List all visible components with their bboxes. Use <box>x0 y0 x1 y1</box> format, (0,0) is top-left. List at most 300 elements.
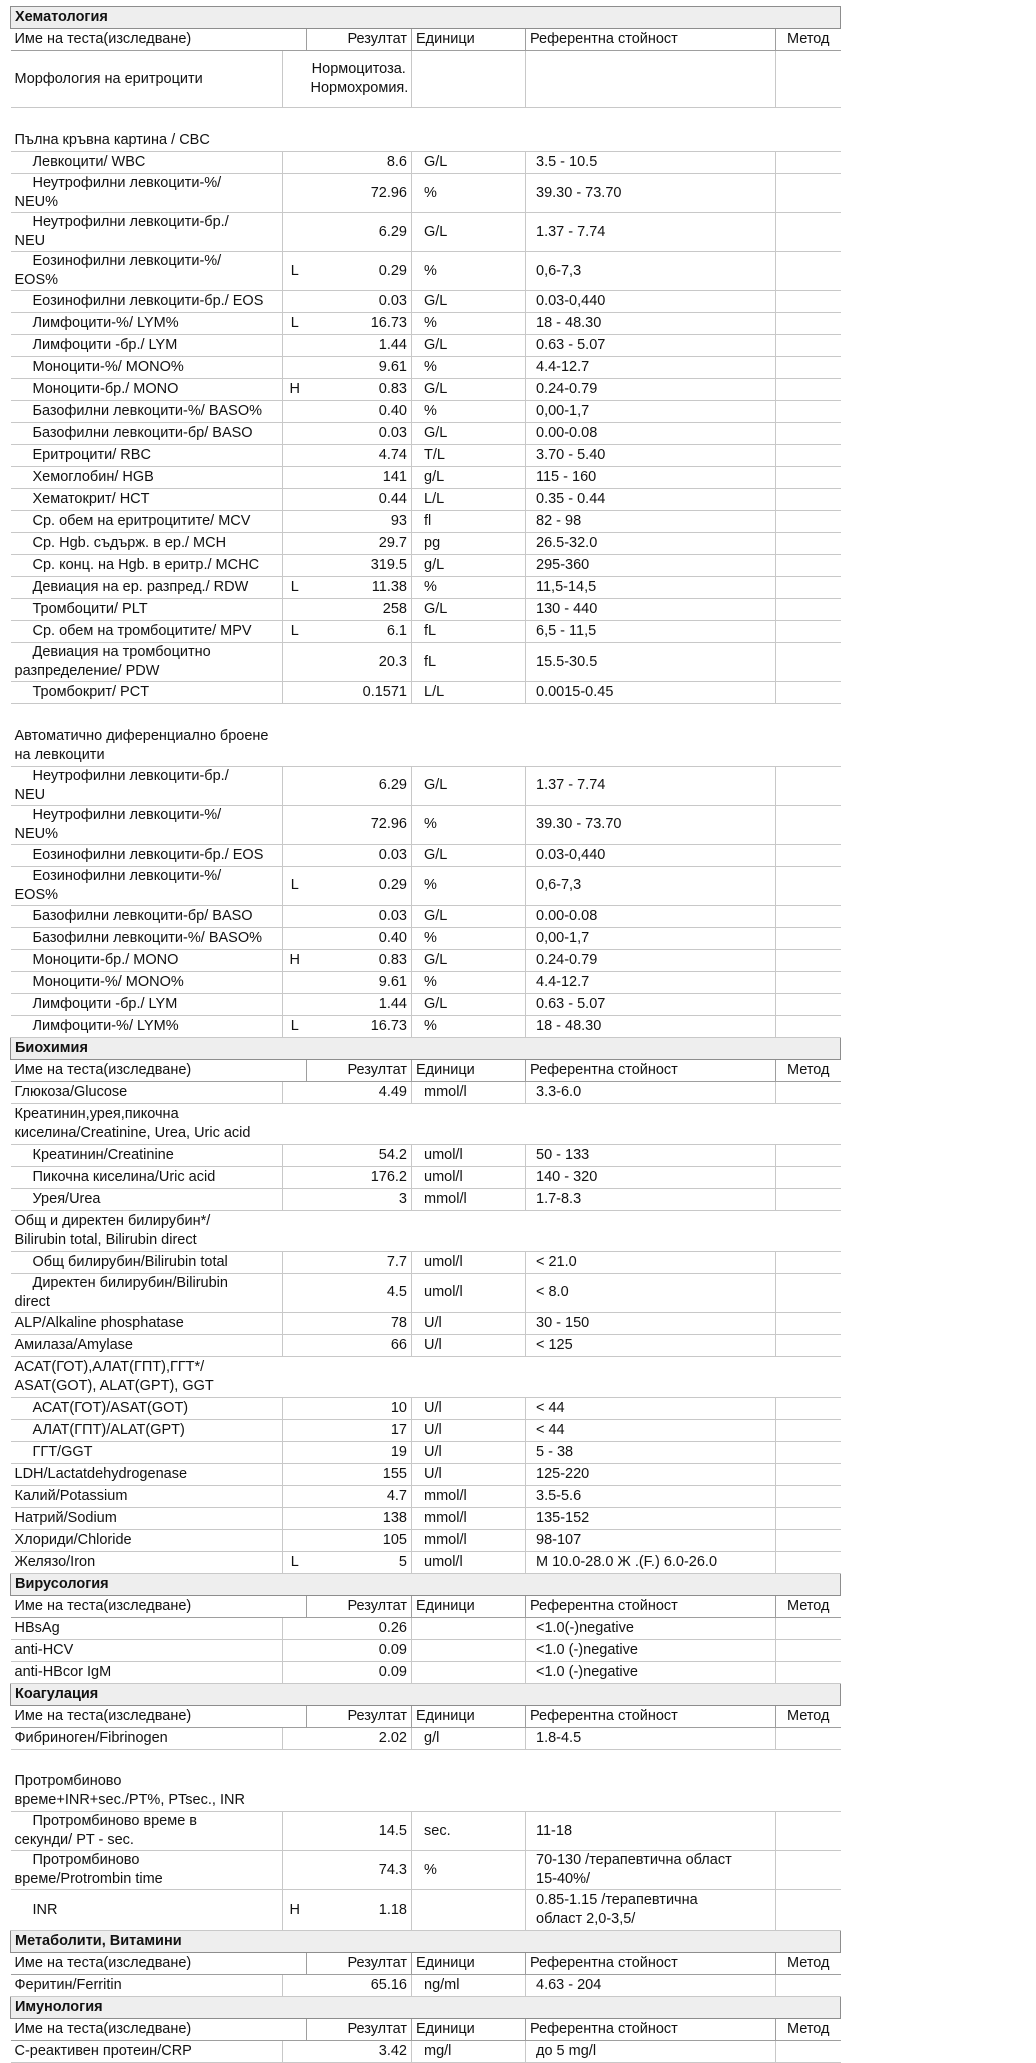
result-row <box>11 993 841 1015</box>
reference-range: < 8.0 <box>526 1273 776 1312</box>
result-row <box>11 905 841 927</box>
test-name: Еозинофилни левкоцити-бр./ EOS <box>11 844 283 866</box>
result-unit: G/L <box>412 844 526 866</box>
test-name: Тромбоцити/ PLT <box>11 599 283 621</box>
result-row <box>11 1617 841 1639</box>
result-unit: U/l <box>412 1397 526 1419</box>
reference-range: 50 - 133 <box>526 1144 776 1166</box>
reference-range: до 5 mg/l <box>526 2041 776 2063</box>
group-title: АСАТ(ГОТ),АЛАТ(ГПТ),ГГТ*/ ASAT(GOT), ALAT(GPT), GGT <box>11 1356 841 1397</box>
result-value: 141 <box>307 467 412 489</box>
result-value: 0.03 <box>307 291 412 313</box>
method-cell <box>776 1529 841 1551</box>
reference-range: 0.0015-0.45 <box>526 682 776 704</box>
result-unit <box>412 51 526 108</box>
result-unit: G/L <box>412 152 526 174</box>
result-unit: G/L <box>412 335 526 357</box>
column-header-row <box>11 1059 841 1081</box>
result-value: 9.61 <box>307 971 412 993</box>
result-unit: umol/l <box>412 1166 526 1188</box>
test-name: ALP/Alkaline phosphatase <box>11 1312 283 1334</box>
reference-range: 1.8-4.5 <box>526 1727 776 1749</box>
section-title: Метаболити, Витамини <box>11 1931 841 1953</box>
result-row <box>11 866 841 905</box>
method-cell <box>776 1639 841 1661</box>
result-flag <box>283 1617 307 1639</box>
result-unit: % <box>412 805 526 844</box>
result-row <box>11 1166 841 1188</box>
header-test-name: Име на теста(изследване) <box>11 2019 307 2041</box>
result-flag: L <box>283 577 307 599</box>
result-unit: umol/l <box>412 1551 526 1573</box>
result-row <box>11 213 841 252</box>
header-reference: Референтна стойност <box>526 1595 776 1617</box>
result-unit: U/l <box>412 1463 526 1485</box>
group-title-row <box>11 1771 841 1812</box>
result-unit: g/L <box>412 467 526 489</box>
column-header-row <box>11 1595 841 1617</box>
header-result: Резултат <box>307 1705 412 1727</box>
result-flag <box>283 1812 307 1851</box>
result-value: 0.1571 <box>307 682 412 704</box>
reference-range: 0.24-0.79 <box>526 379 776 401</box>
result-row <box>11 511 841 533</box>
result-value: 14.5 <box>307 1812 412 1851</box>
test-name: Протромбиново време/Protrombin time <box>11 1851 283 1890</box>
reference-range: 0.63 - 5.07 <box>526 993 776 1015</box>
test-name: Лимфоцити -бр./ LYM <box>11 993 283 1015</box>
test-name: АЛАТ(ГПТ)/ALAT(GPT) <box>11 1419 283 1441</box>
result-value: 0.26 <box>307 1617 412 1639</box>
result-flag <box>283 213 307 252</box>
result-flag <box>283 1081 307 1103</box>
result-row <box>11 1463 841 1485</box>
result-flag: L <box>283 252 307 291</box>
result-row <box>11 927 841 949</box>
test-name: Желязо/Iron <box>11 1551 283 1573</box>
test-name: Ср. обем на тромбоцитите/ MPV <box>11 621 283 643</box>
section-title-row <box>11 7 841 29</box>
result-flag <box>283 555 307 577</box>
reference-range: <1.0 (-)negative <box>526 1661 776 1683</box>
test-name: Калий/Potassium <box>11 1485 283 1507</box>
result-flag <box>283 2041 307 2063</box>
test-name: Фибриноген/Fibrinogen <box>11 1727 283 1749</box>
test-name: Еозинофилни левкоцити-%/ EOS% <box>11 866 283 905</box>
spacer-cell <box>11 1749 841 1771</box>
header-method: Метод <box>776 29 841 51</box>
method-cell <box>776 1485 841 1507</box>
test-name: Протромбиново време в секунди/ PT - sec. <box>11 1812 283 1851</box>
test-name: HBsAg <box>11 1617 283 1639</box>
result-flag <box>283 511 307 533</box>
result-row <box>11 643 841 682</box>
result-row <box>11 1975 841 1997</box>
header-units: Единици <box>412 1059 526 1081</box>
reference-range: 18 - 48.30 <box>526 313 776 335</box>
method-cell <box>776 401 841 423</box>
result-unit: umol/l <box>412 1251 526 1273</box>
result-unit: umol/l <box>412 1273 526 1312</box>
result-value: 7.7 <box>307 1251 412 1273</box>
result-value: 0.44 <box>307 489 412 511</box>
result-unit: G/L <box>412 423 526 445</box>
result-value: 10 <box>307 1397 412 1419</box>
result-flag <box>283 1334 307 1356</box>
header-units: Единици <box>412 2019 526 2041</box>
result-flag <box>283 1166 307 1188</box>
result-row <box>11 1273 841 1312</box>
result-flag: L <box>283 866 307 905</box>
result-flag <box>283 335 307 357</box>
result-flag: L <box>283 621 307 643</box>
group-title: Автоматично диференциално броене на левкоцити <box>11 726 841 767</box>
result-row <box>11 1727 841 1749</box>
test-name: INR <box>11 1890 283 1931</box>
test-name: Базофилни левкоцити-бр/ BASO <box>11 423 283 445</box>
method-cell <box>776 423 841 445</box>
header-result: Резултат <box>307 2019 412 2041</box>
reference-range: 3.5 - 10.5 <box>526 152 776 174</box>
method-cell <box>776 489 841 511</box>
reference-range <box>526 51 776 108</box>
test-name: Тромбокрит/ PCT <box>11 682 283 704</box>
reference-range: 295-360 <box>526 555 776 577</box>
result-row <box>11 971 841 993</box>
test-name: Еозинофилни левкоцити-%/ EOS% <box>11 252 283 291</box>
test-name: Урея/Urea <box>11 1188 283 1210</box>
spacer-cell <box>11 704 841 726</box>
result-flag <box>283 467 307 489</box>
result-flag <box>283 643 307 682</box>
reference-range: 0.35 - 0.44 <box>526 489 776 511</box>
result-value: 19 <box>307 1441 412 1463</box>
result-flag: L <box>283 1551 307 1573</box>
reference-range: 125-220 <box>526 1463 776 1485</box>
test-name: Морфология на еритроцити <box>11 51 283 108</box>
reference-range: 6,5 - 11,5 <box>526 621 776 643</box>
method-cell <box>776 1727 841 1749</box>
reference-range: 0.03-0,440 <box>526 844 776 866</box>
result-unit <box>412 1661 526 1683</box>
result-row <box>11 949 841 971</box>
result-row <box>11 1890 841 1931</box>
method-cell <box>776 1397 841 1419</box>
result-row <box>11 577 841 599</box>
reference-range: <1.0(-)negative <box>526 1617 776 1639</box>
result-unit: mmol/l <box>412 1485 526 1507</box>
test-name: Еозинофилни левкоцити-бр./ EOS <box>11 291 283 313</box>
result-unit: % <box>412 1851 526 1890</box>
result-value: 9.61 <box>307 357 412 379</box>
result-value: 0.03 <box>307 423 412 445</box>
test-name: Еритроцити/ RBC <box>11 445 283 467</box>
test-name: С-реактивен протеин/CRP <box>11 2041 283 2063</box>
method-cell <box>776 1890 841 1931</box>
result-row <box>11 1251 841 1273</box>
result-unit: % <box>412 357 526 379</box>
method-cell <box>776 555 841 577</box>
header-result: Резултат <box>307 1595 412 1617</box>
result-unit: g/L <box>412 555 526 577</box>
test-name: ГГТ/GGT <box>11 1441 283 1463</box>
result-value: 0.29 <box>307 252 412 291</box>
reference-range: 0.00-0.08 <box>526 905 776 927</box>
result-unit: g/l <box>412 1727 526 1749</box>
reference-range: <1.0 (-)negative <box>526 1639 776 1661</box>
test-name: АСАТ(ГОТ)/ASAT(GOT) <box>11 1397 283 1419</box>
reference-range: 70-130 /терапевтична област 15-40%/ <box>526 1851 776 1890</box>
result-row <box>11 174 841 213</box>
header-result: Резултат <box>307 29 412 51</box>
header-test-name: Име на теста(изследване) <box>11 29 307 51</box>
result-flag <box>283 51 307 108</box>
header-reference: Референтна стойност <box>526 1705 776 1727</box>
result-value: 72.96 <box>307 174 412 213</box>
reference-range: 98-107 <box>526 1529 776 1551</box>
result-value: 78 <box>307 1312 412 1334</box>
header-test-name: Име на теста(изследване) <box>11 1953 307 1975</box>
spacer-row <box>11 1749 841 1771</box>
result-flag <box>283 1661 307 1683</box>
result-row <box>11 805 841 844</box>
result-unit: U/l <box>412 1312 526 1334</box>
result-unit: U/l <box>412 1441 526 1463</box>
reference-range: 26.5-32.0 <box>526 533 776 555</box>
header-method: Метод <box>776 1595 841 1617</box>
section-title: Хематология <box>11 7 841 29</box>
result-flag <box>283 766 307 805</box>
result-value: 6.29 <box>307 213 412 252</box>
method-cell <box>776 1312 841 1334</box>
section-title: Вирусология <box>11 1573 841 1595</box>
reference-range: 11-18 <box>526 1812 776 1851</box>
test-name: Лимфоцити-%/ LYM% <box>11 313 283 335</box>
test-name: Моноцити-%/ MONO% <box>11 357 283 379</box>
group-title-row <box>11 1210 841 1251</box>
method-cell <box>776 313 841 335</box>
reference-range: 3.70 - 5.40 <box>526 445 776 467</box>
method-cell <box>776 1975 841 1997</box>
result-flag <box>283 844 307 866</box>
result-unit: % <box>412 313 526 335</box>
header-reference: Референтна стойност <box>526 29 776 51</box>
method-cell <box>776 866 841 905</box>
test-name: Ср. конц. на Hgb. в еритр./ MCHC <box>11 555 283 577</box>
reference-range: 30 - 150 <box>526 1312 776 1334</box>
section-title-row <box>11 1931 841 1953</box>
result-value: 65.16 <box>307 1975 412 1997</box>
header-result: Резултат <box>307 1953 412 1975</box>
reference-range: 1.7-8.3 <box>526 1188 776 1210</box>
result-unit: % <box>412 577 526 599</box>
test-name: Моноцити-бр./ MONO <box>11 949 283 971</box>
spacer-row <box>11 704 841 726</box>
test-name: Натрий/Sodium <box>11 1507 283 1529</box>
method-cell <box>776 621 841 643</box>
result-row <box>11 1334 841 1356</box>
result-row <box>11 467 841 489</box>
result-value: 0.03 <box>307 844 412 866</box>
result-flag <box>283 1529 307 1551</box>
method-cell <box>776 291 841 313</box>
method-cell <box>776 844 841 866</box>
result-flag <box>283 927 307 949</box>
method-cell <box>776 1166 841 1188</box>
reference-range: 1.37 - 7.74 <box>526 213 776 252</box>
result-unit: L/L <box>412 489 526 511</box>
header-units: Единици <box>412 1595 526 1617</box>
result-flag <box>283 533 307 555</box>
section-title-row <box>11 1997 841 2019</box>
result-row <box>11 1312 841 1334</box>
reference-range: 39.30 - 73.70 <box>526 174 776 213</box>
result-value: 72.96 <box>307 805 412 844</box>
test-name: Пикочна киселина/Uric acid <box>11 1166 283 1188</box>
spacer-row <box>11 108 841 130</box>
result-unit: U/l <box>412 1334 526 1356</box>
result-unit: mmol/l <box>412 1507 526 1529</box>
method-cell <box>776 1251 841 1273</box>
test-name: Феритин/Ferritin <box>11 1975 283 1997</box>
group-title: Пълна кръвна картина / CBC <box>11 130 841 152</box>
test-name: Ср. обем на еритроцитите/ MCV <box>11 511 283 533</box>
result-value: 5 <box>307 1551 412 1573</box>
reference-range: 3.3-6.0 <box>526 1081 776 1103</box>
reference-range: 5 - 38 <box>526 1441 776 1463</box>
reference-range: 39.30 - 73.70 <box>526 805 776 844</box>
test-name: Левкоцити/ WBC <box>11 152 283 174</box>
result-unit: % <box>412 927 526 949</box>
result-row <box>11 1551 841 1573</box>
result-value: 4.74 <box>307 445 412 467</box>
test-name: Девиация на тромбоцитно разпределение/ PDW <box>11 643 283 682</box>
result-flag <box>283 489 307 511</box>
result-unit <box>412 1890 526 1931</box>
group-title-row <box>11 726 841 767</box>
method-cell <box>776 971 841 993</box>
lab-results-report <box>10 6 840 2063</box>
result-value: 319.5 <box>307 555 412 577</box>
spacer-cell <box>11 108 841 130</box>
method-cell <box>776 1551 841 1573</box>
results-table <box>10 6 841 2063</box>
reference-range: М 10.0-28.0 Ж .(F.) 6.0-26.0 <box>526 1551 776 1573</box>
method-cell <box>776 533 841 555</box>
reference-range: 11,5-14,5 <box>526 577 776 599</box>
result-unit: % <box>412 174 526 213</box>
result-flag <box>283 401 307 423</box>
result-unit: % <box>412 971 526 993</box>
column-header-row <box>11 1705 841 1727</box>
reference-range: < 21.0 <box>526 1251 776 1273</box>
section-title: Биохимия <box>11 1037 841 1059</box>
method-cell <box>776 335 841 357</box>
reference-range: 0,6-7,3 <box>526 866 776 905</box>
result-unit: T/L <box>412 445 526 467</box>
method-cell <box>776 1334 841 1356</box>
result-value: 176.2 <box>307 1166 412 1188</box>
result-flag <box>283 1188 307 1210</box>
result-value: 20.3 <box>307 643 412 682</box>
result-unit: fL <box>412 643 526 682</box>
result-value: 3.42 <box>307 2041 412 2063</box>
test-name: Креатинин/Creatinine <box>11 1144 283 1166</box>
method-cell <box>776 252 841 291</box>
result-row <box>11 335 841 357</box>
method-cell <box>776 1015 841 1037</box>
result-unit: fL <box>412 621 526 643</box>
result-row <box>11 1639 841 1661</box>
reference-range: 4.63 - 204 <box>526 1975 776 1997</box>
result-row <box>11 621 841 643</box>
reference-range: 0.00-0.08 <box>526 423 776 445</box>
header-units: Единици <box>412 29 526 51</box>
method-cell <box>776 51 841 108</box>
reference-range: < 44 <box>526 1397 776 1419</box>
result-row <box>11 1529 841 1551</box>
reference-range: 0,6-7,3 <box>526 252 776 291</box>
result-row <box>11 423 841 445</box>
test-name: Общ билирубин/Bilirubin total <box>11 1251 283 1273</box>
result-flag <box>283 905 307 927</box>
result-flag <box>283 1485 307 1507</box>
result-flag <box>283 1975 307 1997</box>
section-title-row <box>11 1683 841 1705</box>
result-row <box>11 357 841 379</box>
result-unit: mmol/l <box>412 1081 526 1103</box>
column-header-row <box>11 29 841 51</box>
result-flag <box>283 993 307 1015</box>
method-cell <box>776 927 841 949</box>
test-name: Директен билирубин/Bilirubin direct <box>11 1273 283 1312</box>
section-title-row <box>11 1573 841 1595</box>
test-name: Неутрофилни левкоцити-бр./ NEU <box>11 213 283 252</box>
result-value: 8.6 <box>307 152 412 174</box>
test-name: anti-HCV <box>11 1639 283 1661</box>
result-row <box>11 1015 841 1037</box>
test-name: Базофилни левкоцити-%/ BASO% <box>11 401 283 423</box>
section-title: Коагулация <box>11 1683 841 1705</box>
result-value: 74.3 <box>307 1851 412 1890</box>
reference-range: 130 - 440 <box>526 599 776 621</box>
method-cell <box>776 805 841 844</box>
result-flag <box>283 1419 307 1441</box>
method-cell <box>776 1188 841 1210</box>
test-name: Базофилни левкоцити-%/ BASO% <box>11 927 283 949</box>
header-method: Метод <box>776 1705 841 1727</box>
method-cell <box>776 379 841 401</box>
method-cell <box>776 1273 841 1312</box>
section-title-row <box>11 1037 841 1059</box>
result-value: Нормоцитоза. Нормохромия. <box>307 51 412 108</box>
test-name: Моноцити-%/ MONO% <box>11 971 283 993</box>
method-cell <box>776 993 841 1015</box>
test-name: Хлориди/Chloride <box>11 1529 283 1551</box>
result-value: 6.29 <box>307 766 412 805</box>
test-name: Глюкоза/Glucose <box>11 1081 283 1103</box>
result-value: 93 <box>307 511 412 533</box>
method-cell <box>776 152 841 174</box>
method-cell <box>776 682 841 704</box>
result-flag <box>283 1144 307 1166</box>
result-unit: mg/l <box>412 2041 526 2063</box>
result-value: 0.09 <box>307 1661 412 1683</box>
result-unit: % <box>412 1015 526 1037</box>
result-value: 0.03 <box>307 905 412 927</box>
reference-range: 140 - 320 <box>526 1166 776 1188</box>
test-name: Девиация на ер. разпред./ RDW <box>11 577 283 599</box>
